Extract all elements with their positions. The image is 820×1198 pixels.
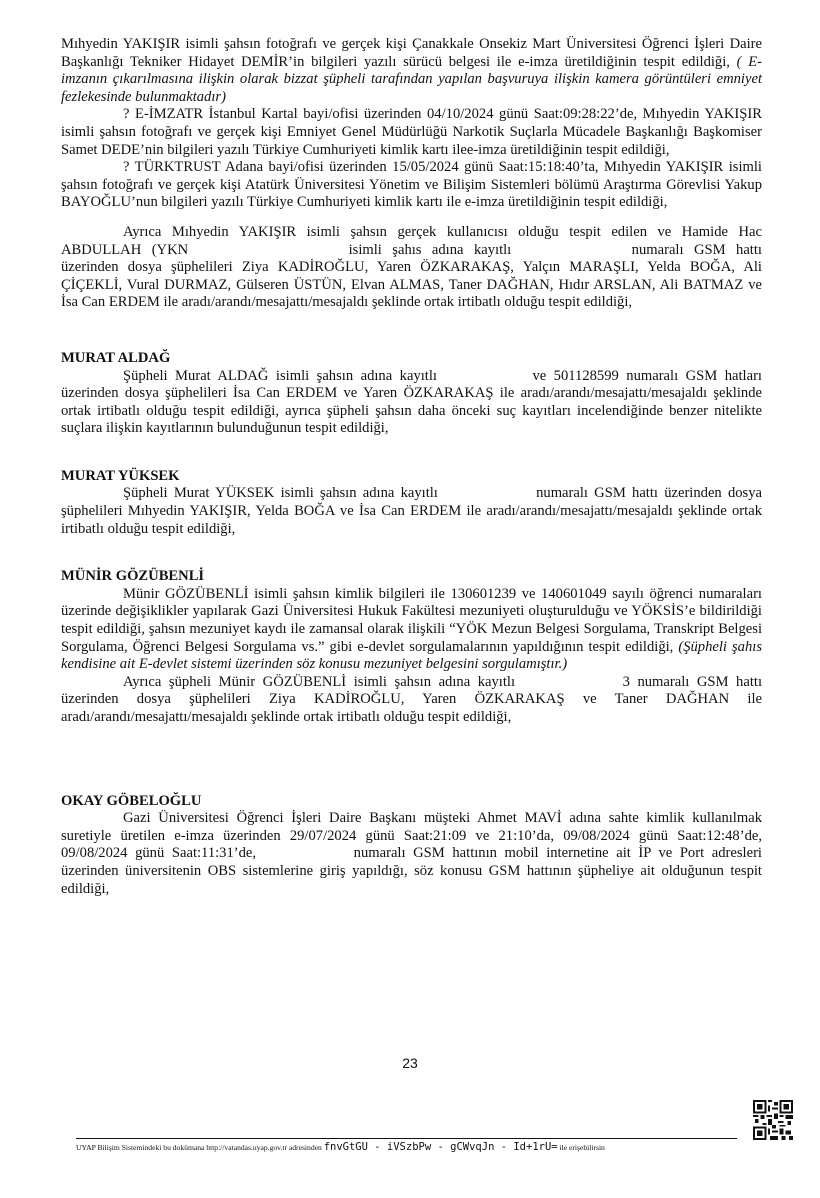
paragraph-text: numaralı GSM hattının mobil internetine ait İP ve Port adresleri üzerinden üniversitenin OBS sistemlerine giriş yapıldığı, söz konusu GSM hattının şüpheliye ait olduğunun tespit edildiği, <box>61 845 762 897</box>
paragraph-e-imzatr-kartal: ? E-İMZATR İstanbul Kartal bayi/ofisi üzerinden 04/10/2024 günü Saat:09:28:22’de, Mıhyedin YAKIŞIR isimli şahsın fotoğrafı ve gerçek kişi Emniyet Genel Müdürlüğü Narkotik Suçlarla Mücadele Başkanlığı Başkomiser Samet DEDE’nin bilgileri yazılı Türkiye Cumhuriyeti kimlik kartı ilee-imza üretildiğinin tespit edildiği, <box>61 106 762 158</box>
section-heading-murat-yuksek: MURAT YÜKSEK <box>61 467 180 484</box>
qr-code-icon <box>753 1100 793 1140</box>
paragraph-italic-note: ( E-imzanın çıkarılmasına ilişkin olarak bizzat şüpheli tarafından yapılan başvuruya ilişkin kamera görüntüleri emniyet fezlekesinde bulunmaktadır) <box>61 53 762 105</box>
section-heading-okay-gobeloglu: OKAY GÖBELOĞLU <box>61 792 202 809</box>
footer-verification <box>76 1141 756 1153</box>
paragraph-turktrust-adana: ? TÜRKTRUST Adana bayi/ofisi üzerinden 15/05/2024 günü Saat:15:18:40’ta, Mıhyedin YAKIŞIR isimli şahsın fotoğrafı ve gerçek kişi Atatürk Üniversitesi Yönetim ve Bilişim Sistemleri bölümü Araştırma Görevlisi Yakup BAYOĞLU’nun bilgileri yazılı Türkiye Cumhuriyeti kimlik kartı ile e-imza üretildiğinin tespit edildiği, <box>61 159 762 211</box>
paragraph-text: Şüpheli Murat YÜKSEK isimli şahsın adına kayıtlı <box>123 485 438 502</box>
paragraph-italic-note: (Şüpheli şahıs kendisine ait E-devlet sistemi üzerinden söz konusu mezuniyet belgesini sorgulamıştır.) <box>61 638 763 673</box>
paragraph-murat-aldag <box>61 368 762 438</box>
paragraph-murat-yuksek <box>61 485 762 538</box>
paragraph-text: Ayrıca şüpheli Münir GÖZÜBENLİ isimli şahsın adına kayıtlı <box>123 673 516 690</box>
paragraph-text: Gazi Üniversitesi Öğrenci İşleri Daire Başkanı müşteki Ahmet MAVİ adına sahte kimlik kullanılmak suretiyle üretilen e-imza üzerinden 29/07/2024 günü Saat:21:09 ve 21:10’da, 09/08/2024 günü Saat:12:48’de, 09/08/2024 günü Saat:11:31’de, <box>61 810 762 862</box>
paragraph-text: Mıhyedin YAKIŞIR isimli şahsın fotoğrafı ve gerçek kişi Çanakkale Onsekiz Mart Üniversitesi Öğrenci İşleri Daire Başkanlığı Tekniker Hidayet DEMİR’in bilgileri yazılı sürücü belgesi ile e-imza üretildiğinin tespit edildiği, <box>61 36 762 70</box>
paragraph-text: ve 501128599 numaralı GSM hatları üzerinden dosya şüphelileri İsa Can ERDEM ve Yaren ÖZKARAKAŞ ile aradı/arandı/mesajattı/mesajaldı şeklinde ortak irtibatlı olduğu tespit edildiği, ayrıca şüpheli şahsın daha önceki suç kayıtları incelendiğinde benzer nitelikte suçlara ilişkin kayıtlarının bulunduğunun tespit edildiği, <box>61 367 762 437</box>
verification-code: fnvGtGU - iVSzbPw - gCWvqJn - Id+1rU= <box>323 1141 558 1153</box>
paragraph-gsm-contacts <box>61 224 762 312</box>
paragraph-text: Şüpheli Murat ALDAĞ isimli şahsın adına kayıtlı <box>123 367 437 384</box>
paragraph-text: isimli şahıs adına kayıtlı <box>348 241 512 258</box>
paragraph-e-imza-canakkale <box>61 36 762 106</box>
footer-prefix: UYAP Bilişim Sistemindeki bu dokümana http://vatandas.uyap.gov.tr adresinden <box>76 1143 322 1152</box>
section-heading-murat-aldag: MURAT ALDAĞ <box>61 349 171 366</box>
footer-divider <box>76 1138 737 1139</box>
paragraph-text: Ayrıca Mıhyedin YAKIŞIR isimli şahsın gerçek kullanıcısı olduğu tespit edilen ve Hamide Hac ABDULLAH (YKN <box>61 223 762 258</box>
paragraph-munir-gozubenli-1 <box>61 586 762 674</box>
paragraph-okay-gobeloglu <box>61 810 762 898</box>
footer-suffix: ile erişebilirsin <box>559 1143 605 1152</box>
paragraph-munir-gozubenli-2 <box>61 674 762 727</box>
section-heading-munir-gozubenli: MÜNİR GÖZÜBENLİ <box>61 568 205 585</box>
paragraph-text: 3 numaralı GSM hattı üzerinden dosya şüphelileri Ziya KADİROĞLU, Yaren ÖZKARAKAŞ ve Taner DAĞHAN ile aradı/arandı/mesajattı/mesajaldı şeklinde ortak irtibatlı olduğu tespit edildiği, <box>61 673 762 725</box>
paragraph-text: numaralı GSM hattı üzerinden dosya şüphelileri Mıhyedin YAKIŞIR, Yelda BOĞA ve İsa Can ERDEM ile aradı/arandı/mesajattı/mesajaldı şeklinde ortak irtibatlı olduğu tespit edildiği, <box>61 485 762 537</box>
page-number: 23 <box>402 1055 418 1071</box>
paragraph-text: Münir GÖZÜBENLİ isimli şahsın kimlik bilgileri ile 130601239 ve 140601049 sayılı öğrenci numaraları üzerinde değişiklikler yapılarak Gazi Üniversitesi Hukuk Fakültesi mezuniyeti oluşturulduğu ve YÖKSİS’e bildirildiği tespit edildiği, şahsın mezuniyet kaydı ile zamansal olarak ilişkili “YÖK Mezun Belgesi Sorgulama, Transkript Belgesi Sorgulama, Öğrenci Belgesi Sorgulama vs.” gibi e-devlet sorgulamalarının yapıldığının tespit edildiği, <box>61 585 762 655</box>
paragraph-text: numaralı GSM hattı üzerinden dosya şüphelileri Ziya KADİROĞLU, Yaren ÖZKARAKAŞ, Yalçın MARAŞLI, Yelda BOĞA, Ali ÇİÇEKLİ, Vural DURMAZ, Gülseren ÜSTÜN, Elvan ALMAS, Taner DAĞHAN, Hıdır ARSLAN, Ali BATMAZ ve İsa Can ERDEM ile aradı/arandı/mesajattı/mesajaldı şeklinde ortak irtibatlı olduğu tespit edildiği, <box>61 241 762 311</box>
document-body <box>61 36 762 898</box>
